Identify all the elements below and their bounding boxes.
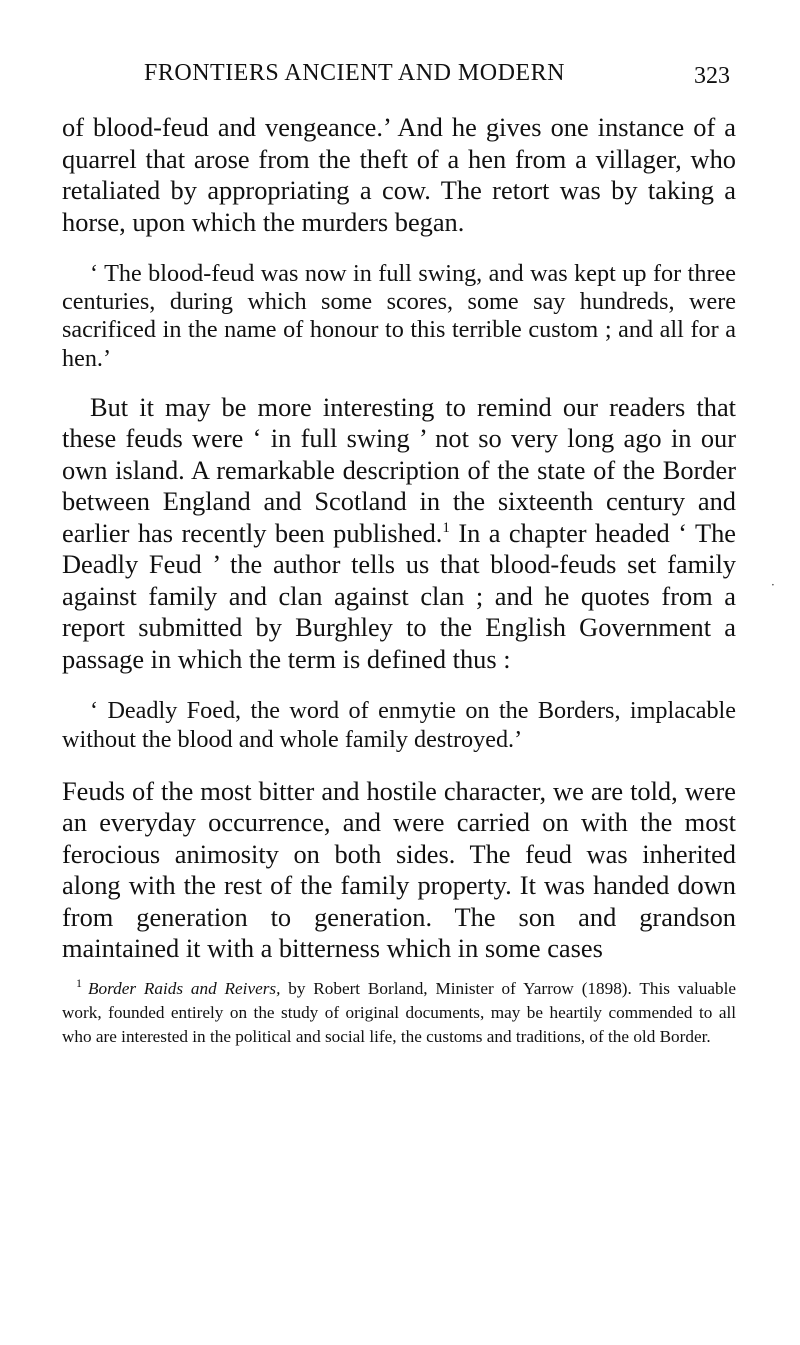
running-title: FRONTIERS ANCIENT AND MODERN — [144, 60, 565, 86]
block-quote-1: ‘ The blood-feud was now in full swing, and was kept up for three centuries, during which some scores, some say hundreds, were sacrificed in the name of honour to this terrible custom ; and all for a hen.’ — [62, 260, 736, 372]
paragraph-2-text-b: In a chapter headed ‘ The Deadly Feud ’ the author tells us that blood-feuds set family against family and clan against clan ; and he quotes from a report submitted by Burghley to the English Government a passage in which the term is defined thus : — [62, 517, 736, 674]
paragraph-2-text-a: But it may be more interesting to remind our readers that these feuds were ‘ in full swing ’ not so very long ago in our own island. A remarkable description of the state of the Border between England and Scotland in the sixteenth century and earlier has recently been published. — [62, 391, 736, 548]
book-page — [62, 60, 736, 1050]
footnote-number: 1 — [76, 975, 82, 990]
paragraph-1: of blood-feud and vengeance.’ And he gives one instance of a quarrel that arose from the theft of a hen from a villager, who retaliated by appropriating a cow. The retort was by taking a horse, upon which the murders began. — [62, 112, 736, 237]
footnote-text: by Robert Borland, Minister of Yarrow (1898). This valuable work, founded entirely on the study of original documents, may be heartily commended to all who are interested in the political and social life, the customs and traditions, of the old Border. — [62, 978, 736, 1047]
footnote — [62, 977, 736, 1050]
block-quote-2: ‘ Deadly Foed, the word of enmytie on the Borders, implacable without the blood and whole family destroyed.’ — [62, 697, 736, 753]
paragraph-3: Feuds of the most bitter and hostile character, we are told, were an everyday occurrence, and were carried on with the most ferocious animosity on both sides. The feud was inherited along with the rest of the family property. It was handed down from generation to generation. The son and grandson maintained it with a bitterness which in some cases — [62, 775, 736, 964]
footnote-book-title: Border Raids and Reivers, — [88, 978, 281, 998]
page-number: 323 — [694, 63, 730, 89]
footnote-reference: 1 — [442, 520, 450, 537]
running-head — [62, 60, 736, 96]
paragraph-2 — [62, 392, 736, 676]
margin-mark: · — [771, 578, 775, 592]
